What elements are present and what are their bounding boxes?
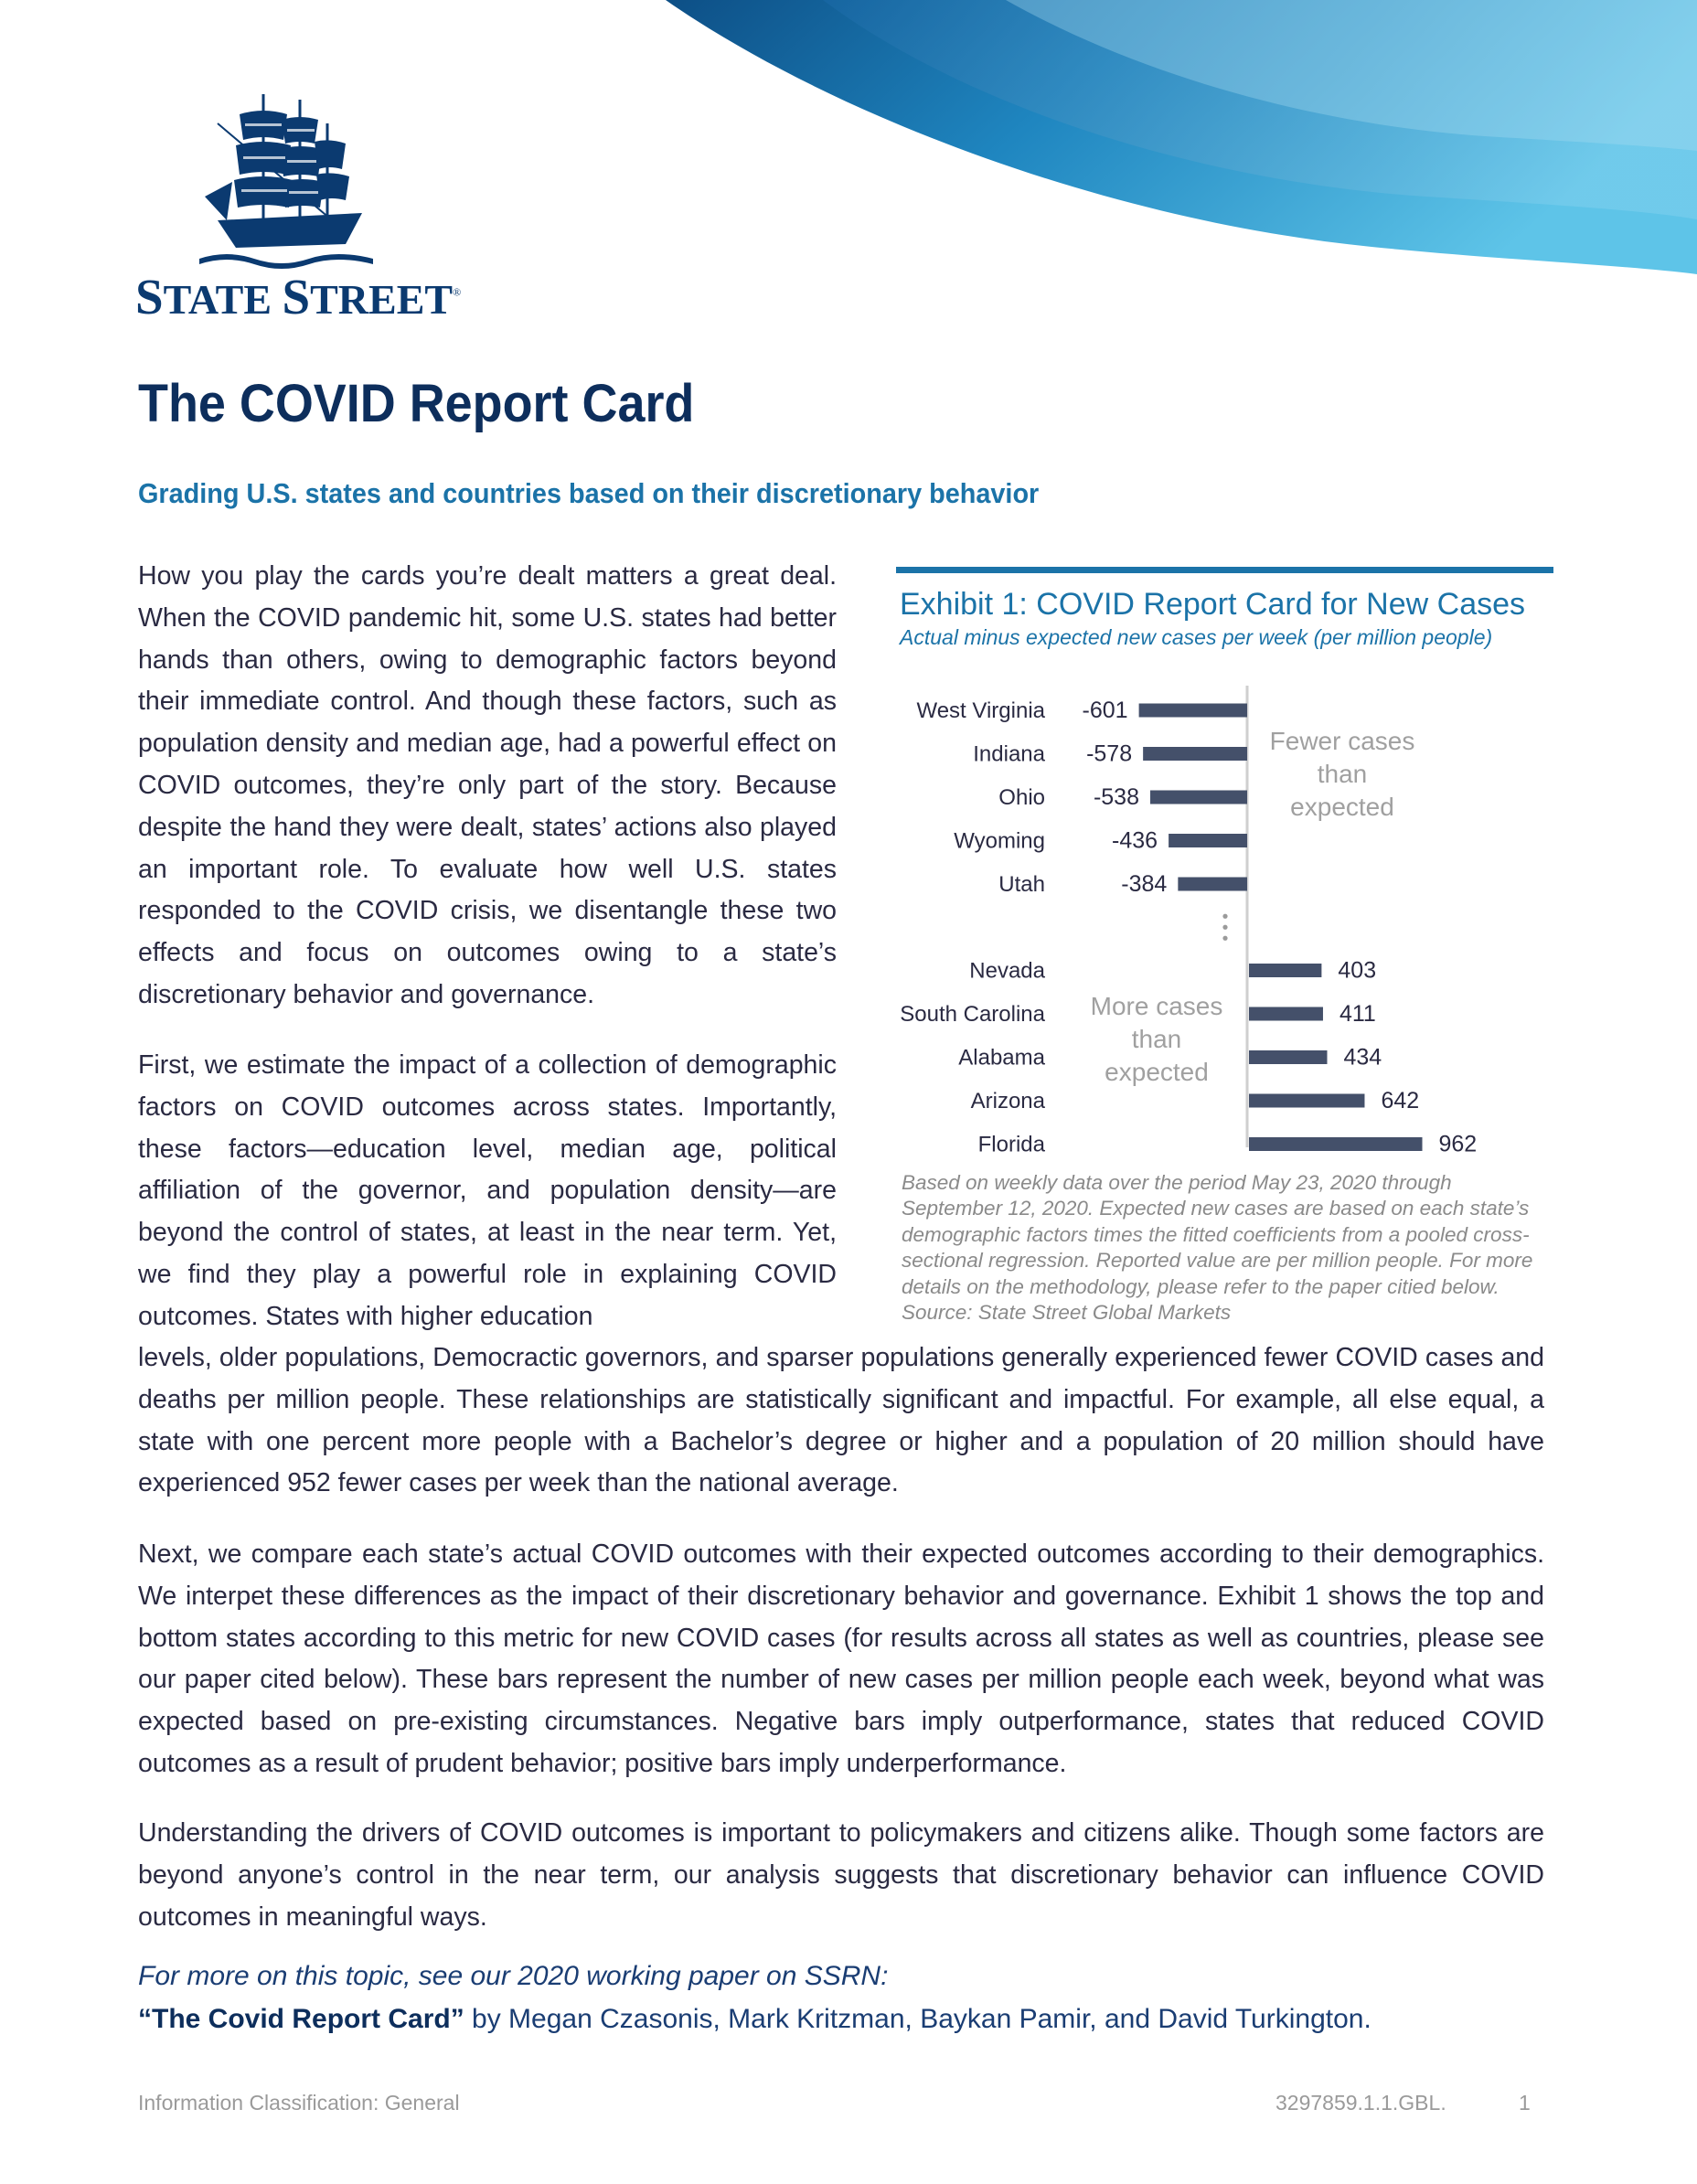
chart-annotation-fewer: Fewer cases [1269, 727, 1415, 755]
page-subtitle: Grading U.S. states and countries based on their discretionary behavior [138, 477, 1040, 509]
chart-gap-dot [1222, 914, 1227, 919]
chart-bar [1169, 834, 1247, 847]
page-title: The COVID Report Card [138, 374, 695, 433]
chart-value-label: 403 [1338, 957, 1377, 984]
chart-category-label: Arizona [970, 1089, 1045, 1113]
footer-doc-id: 3297859.1.1.GBL. [1275, 2091, 1446, 2115]
chart-category-label: South Carolina [900, 1002, 1045, 1027]
exhibit-source-note: Based on weekly data over the period May 23, 2020 through September 12, 2020. Expected new cases are based on each state’s demographic factors times the fitted coefficients from a pooled cross-sectional regression. Reported value are per million people. For more details on the methodology, please refer to the paper citied below. Source: State Street Global Markets [902, 1171, 1533, 1325]
paper-citation[interactable] [138, 2004, 1371, 2035]
exhibit-top-rule [896, 567, 1553, 573]
exhibit-1 [896, 567, 1554, 1326]
exhibit-title: Exhibit 1: COVID Report Card for New Cases [900, 587, 1526, 622]
chart-annotation-more: than [1131, 1025, 1182, 1053]
chart-value-label: 411 [1339, 1001, 1376, 1027]
chart-category-label: Nevada [969, 958, 1045, 984]
chart-bar [1139, 704, 1247, 718]
paragraph-comparison: Next, we compare each state’s actual COVID outcomes with their expected outcomes according to their demographics. We interpet these differences as the impact of their discretionary behavior and governance. Exhibit 1 shows the top and bottom states according to this metric for new COVID cases (for results across all states as well as countries, please see our paper cited below). These bars represent the number of new cases per million people each week, beyond what was expected based on pre-existing circumstances. Negative bars imply outperformance, states that reduced COVID outcomes as a result of prudent behavior; positive bars imply underperformance. [138, 1539, 1544, 1778]
paragraph-intro: How you play the cards you’re dealt matters a great deal. When the COVID pandemic hit, some U.S. states had better hands than others, owing to demographic factors beyond their immediate control. And though these factors, such as population density and median age, had a powerful effect on COVID outcomes, they’re only part of the story. Because despite the hand they were dealt, states’ actions also played an important role. To evaluate how well U.S. states responded to the COVID crisis, we disentangle these two effects and focus on outcomes owing to a state’s discretionary behavior and governance. [138, 561, 837, 1009]
paper-authors: by Megan Czasonis, Mark Kritzman, Baykan Pamir, and David Turkington. [464, 2004, 1371, 2034]
chart-value-label: 434 [1343, 1044, 1382, 1071]
chart-annotation-more: expected [1105, 1058, 1209, 1086]
footer-classification: Information Classification: General [138, 2091, 460, 2115]
chart-annotation-fewer: expected [1290, 793, 1394, 821]
chart-bar [1249, 1007, 1323, 1021]
chart-value-label: 642 [1381, 1088, 1420, 1113]
chart-category-label: Wyoming [954, 828, 1045, 854]
chart-category-label: Alabama [958, 1045, 1045, 1071]
chart-value-label: -436 [1112, 827, 1158, 854]
chart-gap-dot [1222, 925, 1227, 930]
chart-bar [1249, 964, 1321, 977]
paper-title-link[interactable]: “The Covid Report Card” [138, 2004, 464, 2034]
chart-bar [1249, 1094, 1364, 1108]
chart-bar [1249, 1050, 1327, 1064]
state-street-logo [135, 87, 462, 325]
exhibit-subtitle: Actual minus expected new cases per week (per million people) [900, 625, 1493, 649]
paragraph-demographics-continued: levels, older populations, Democractic governors, and sparser populations generally experienced fewer COVID cases and deaths per million people. These relationships are statistically significant and impactful. For example, all else equal, a state with one percent more people with a Bachelor’s degree or higher and a population of 20 million should have experienced 952 fewer cases per week than the national average. [138, 1343, 1544, 1498]
chart-value-label: -538 [1093, 784, 1140, 810]
chart-value-label: -578 [1086, 740, 1133, 767]
chart-category-label: Utah [998, 872, 1045, 897]
logo-wordmark: STATE STREET® [135, 269, 462, 325]
chart-gap-dot [1222, 936, 1227, 941]
bar-chart [896, 658, 1554, 1152]
further-reading-lead: For more on this topic, see our 2020 working paper on SSRN: [138, 1961, 889, 1991]
paragraph-demographics: First, we estimate the impact of a collection of demographic factors on COVID outcomes across states. Importantly, these factors—education level, median age, political affiliation of the governor, and population density—are beyond the control of states, at least in the near term. Yet, we find they play a powerful role in explaining COVID outcomes. States with higher education [138, 1050, 837, 1331]
chart-annotation-fewer: than [1317, 760, 1368, 788]
chart-annotation-more: More cases [1090, 992, 1223, 1020]
chart-value-label: 962 [1438, 1131, 1478, 1152]
chart-bar [1143, 747, 1247, 761]
chart-value-label: -601 [1082, 698, 1128, 723]
chart-category-label: West Virginia [916, 698, 1045, 723]
ship-icon [199, 87, 373, 270]
chart-category-label: Ohio [998, 785, 1045, 810]
chart-bar [1249, 1137, 1423, 1151]
chart-category-label: Indiana [973, 741, 1045, 767]
chart-bar [1178, 878, 1247, 891]
chart-value-label: -384 [1121, 871, 1168, 897]
chart-bar [1150, 791, 1247, 804]
paragraph-conclusion: Understanding the drivers of COVID outcomes is important to policymakers and citizens alike. Though some factors are beyond anyone’s control in the near term, our analysis suggests that discretionary behavior can influence COVID outcomes in meaningful ways. [138, 1818, 1544, 1932]
footer-page-number: 1 [1519, 2091, 1531, 2115]
chart-category-label: Florida [977, 1132, 1045, 1152]
